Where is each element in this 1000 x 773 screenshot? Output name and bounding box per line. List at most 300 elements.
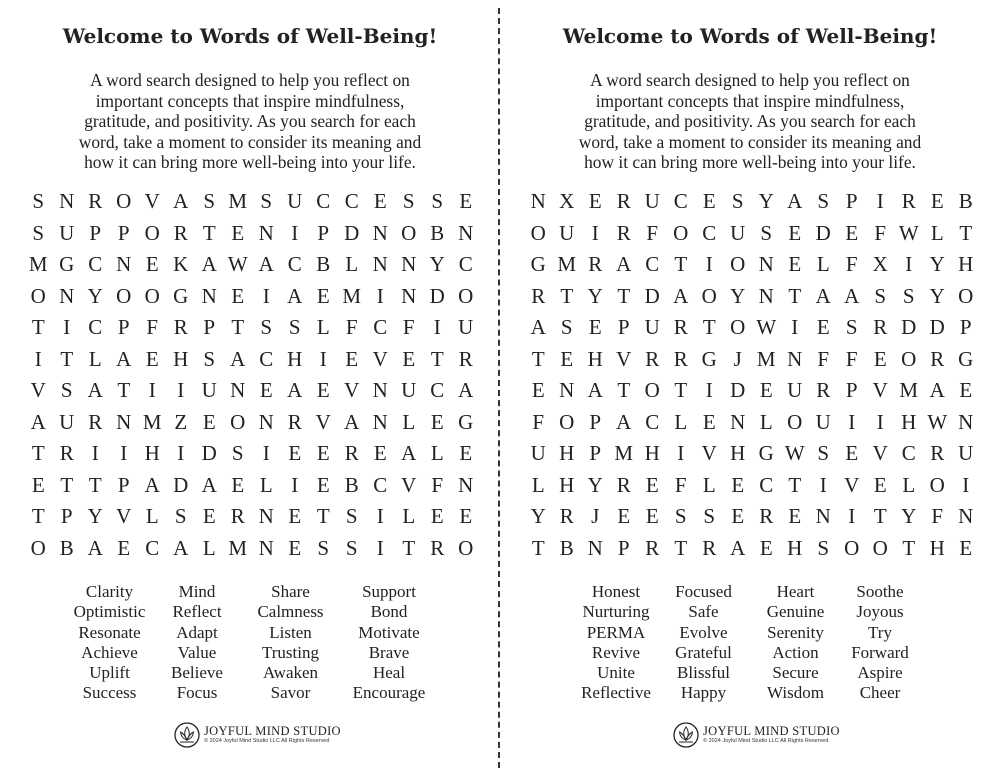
grid-letter: U [59, 220, 75, 245]
grid-letter: I [876, 189, 884, 214]
grid-letter: H [730, 441, 746, 466]
grid-letter: A [173, 189, 189, 214]
grid-letter: T [31, 441, 45, 466]
grid-letter: T [531, 535, 545, 560]
grid-letter: E [259, 378, 273, 403]
grid-letter: P [89, 220, 102, 245]
puzzle-panel-right [500, 0, 1000, 773]
grid-letter: A [616, 252, 632, 277]
grid-letter: C [759, 472, 774, 497]
grid-letter: B [59, 535, 74, 560]
grid-letter: F [931, 504, 944, 529]
grid-letter: T [531, 346, 545, 371]
grid-letter: E [288, 504, 302, 529]
word-list-item: Serenity [767, 622, 824, 642]
grid-letter: N [587, 535, 603, 560]
grid-letter: O [872, 535, 888, 560]
grid-letter: F [874, 220, 887, 245]
grid-letter: C [430, 378, 445, 403]
grid-letter: E [788, 504, 802, 529]
grid-letter: A [344, 409, 360, 434]
grid-letter: P [617, 315, 630, 340]
word-list-item: Support [362, 582, 416, 601]
grid-letter: N [958, 504, 974, 529]
grid-letter: R [173, 220, 188, 245]
word-list-item: Clarity [85, 582, 134, 601]
grid-letter: W [927, 409, 948, 434]
grid-letter: N [401, 283, 417, 308]
grid-letter: I [63, 315, 71, 340]
grid-letter: F [402, 315, 415, 340]
word-list-item: Focused [675, 582, 732, 601]
grid-letter: R [59, 441, 74, 466]
grid-letter: Y [87, 504, 103, 529]
grid-letter: A [173, 535, 189, 560]
grid-letter: L [430, 441, 444, 466]
word-list-item: Genuine [766, 602, 825, 622]
grid-letter: D [730, 378, 746, 403]
grid-letter: M [342, 283, 362, 308]
grid-letter: L [759, 409, 773, 434]
intro-line: word, take a moment to consider its meaning and [78, 131, 422, 152]
grid-letter: I [705, 378, 713, 403]
grid-letter: T [430, 346, 444, 371]
grid-letter: I [148, 378, 156, 403]
grid-letter: M [142, 409, 162, 434]
grid-letter: O [458, 535, 474, 560]
grid-letter: A [730, 535, 746, 560]
word-list-item: Savor [270, 683, 311, 703]
grid-letter: R [673, 346, 688, 371]
grid-letter: E [117, 535, 131, 560]
word-list-item: Share [271, 582, 310, 601]
grid-letter: M [557, 252, 577, 277]
word-list-item: Awaken [262, 663, 319, 683]
grid-letter: A [201, 252, 217, 277]
grid-letter: T [31, 315, 45, 340]
grid-letter: S [560, 315, 573, 340]
grid-letter: P [317, 220, 330, 245]
grid-letter: E [816, 315, 830, 340]
grid-letter: S [817, 441, 830, 466]
word-list-item: Value [177, 642, 217, 662]
word-list-item: Focus [176, 683, 218, 703]
grid-letter: T [88, 472, 102, 497]
grid-letter: D [901, 315, 917, 340]
grid-letter: F [646, 220, 659, 245]
grid-letter: P [117, 472, 130, 497]
grid-letter: I [848, 409, 856, 434]
grid-letter: M [28, 252, 48, 277]
grid-letter: P [589, 409, 602, 434]
grid-letter: E [617, 504, 631, 529]
grid-letter: E [459, 504, 473, 529]
grid-letter: G [173, 283, 189, 308]
grid-letter: U [530, 441, 546, 466]
grid-letter: N [787, 346, 803, 371]
grid-letter: E [231, 220, 245, 245]
grid-letter: P [959, 315, 972, 340]
footer-brand [673, 722, 840, 748]
word-list-item: Achieve [81, 642, 138, 662]
grid-letter: T [959, 220, 973, 245]
page-title: Welcome to Words of Well-Being! [562, 24, 938, 48]
grid-letter: E [702, 189, 716, 214]
grid-letter: V [315, 409, 331, 434]
grid-letter: N [730, 409, 746, 434]
word-list-item: Unite [597, 663, 635, 683]
grid-letter: R [559, 504, 574, 529]
grid-letter: C [702, 220, 717, 245]
grid-letter: R [588, 252, 603, 277]
grid-letter: O [901, 346, 917, 371]
grid-letter: L [702, 472, 716, 497]
grid-letter: N [458, 472, 474, 497]
word-list-item: Try [868, 622, 892, 642]
grid-letter: T [117, 378, 131, 403]
grid-letter: D [344, 220, 360, 245]
grid-letter: V [30, 378, 46, 403]
grid-letter: F [845, 252, 858, 277]
grid-letter: U [787, 378, 803, 403]
grid-letter: E [231, 283, 245, 308]
grid-letter: H [644, 441, 660, 466]
grid-letter: E [202, 504, 216, 529]
grid-letter: L [674, 409, 688, 434]
grid-letter: E [231, 472, 245, 497]
grid-letter: U [730, 220, 746, 245]
word-list-item: PERMA [586, 622, 646, 642]
grid-letter: G [758, 441, 774, 466]
word-list-item: Wisdom [767, 683, 824, 703]
grid-letter: U [401, 378, 417, 403]
grid-letter: S [32, 189, 45, 214]
word-list-column [152, 582, 242, 704]
grid-letter: T [202, 220, 216, 245]
word-list-item: Bond [370, 602, 408, 622]
grid-letter: L [531, 472, 545, 497]
intro-line: gratitude, and positivity. As you search for each [84, 111, 416, 132]
grid-letter: A [530, 315, 546, 340]
grid-letter: A [673, 283, 689, 308]
grid-letter: C [458, 252, 473, 277]
grid-letter: O [701, 283, 717, 308]
grid-letter: Y [429, 252, 445, 277]
grid-letter: S [902, 283, 915, 308]
grid-letter: N [201, 283, 217, 308]
grid-letter: E [788, 252, 802, 277]
grid-letter: I [876, 409, 884, 434]
grid-letter: U [958, 441, 974, 466]
word-list-item: Nurturing [582, 602, 650, 622]
word-list-item: Encourage [352, 683, 426, 703]
grid-letter: A [844, 283, 860, 308]
grid-letter: E [845, 441, 859, 466]
grid-letter: E [702, 409, 716, 434]
grid-letter: O [30, 535, 46, 560]
grid-letter: Y [758, 189, 774, 214]
grid-letter: S [174, 504, 187, 529]
intro-line: how it can bring more well-being into your life. [584, 152, 916, 173]
grid-letter: N [530, 189, 546, 214]
grid-letter: C [901, 441, 916, 466]
grid-letter: R [616, 220, 631, 245]
grid-letter: F [817, 346, 830, 371]
word-list-item: Reflect [172, 602, 222, 622]
grid-letter: T [60, 346, 74, 371]
grid-letter: V [344, 378, 360, 403]
word-list-item: Heart [776, 582, 815, 601]
grid-letter: A [87, 535, 103, 560]
intro-line: gratitude, and positivity. As you search for each [584, 111, 916, 132]
grid-letter: S [260, 315, 273, 340]
grid-letter: R [702, 535, 717, 560]
grid-letter: X [559, 189, 575, 214]
word-list-item: Soothe [856, 582, 904, 601]
word-list-item: Uplift [89, 663, 130, 683]
grid-letter: M [899, 378, 919, 403]
grid-letter: P [617, 535, 630, 560]
grid-letter: N [59, 283, 75, 308]
grid-letter: Y [929, 252, 945, 277]
grid-letter: N [758, 283, 774, 308]
grid-letter: S [845, 315, 858, 340]
grid-letter: I [376, 535, 384, 560]
grid-letter: V [401, 472, 417, 497]
word-list-item: Safe [688, 602, 719, 622]
grid-letter: O [730, 252, 746, 277]
word-list-item: Revive [591, 642, 641, 662]
intro-text [40, 70, 460, 173]
grid-letter: E [402, 346, 416, 371]
grid-letter: E [145, 252, 159, 277]
grid-letter: E [731, 504, 745, 529]
grid-letter: U [815, 409, 831, 434]
grid-letter: H [559, 441, 575, 466]
grid-letter: D [429, 283, 445, 308]
grid-letter: E [373, 441, 387, 466]
grid-letter: L [316, 315, 330, 340]
grid-letter: R [901, 189, 916, 214]
word-list-item: Forward [851, 642, 909, 662]
grid-letter: R [930, 346, 945, 371]
grid-letter: E [202, 409, 216, 434]
word-list-item: Action [772, 642, 819, 662]
grid-letter: C [88, 315, 103, 340]
grid-letter: A [116, 346, 132, 371]
grid-letter: J [733, 346, 742, 371]
intro-line: important concepts that inspire mindfulness, [95, 90, 405, 111]
grid-letter: G [701, 346, 717, 371]
grid-letter: I [819, 472, 827, 497]
grid-letter: O [787, 409, 803, 434]
grid-letter: E [459, 441, 473, 466]
grid-letter: C [645, 409, 660, 434]
word-list-item: Listen [269, 622, 312, 642]
grid-letter: T [902, 535, 916, 560]
word-list-item: Joyous [856, 602, 904, 622]
word-list-item: Calmness [257, 602, 324, 622]
grid-letter: S [760, 220, 773, 245]
grid-letter: H [958, 252, 974, 277]
grid-letter: S [231, 441, 244, 466]
grid-letter: O [30, 283, 46, 308]
grid-letter: H [901, 409, 917, 434]
word-list-item: Believe [171, 663, 223, 683]
grid-letter: Y [901, 504, 917, 529]
grid-letter: R [430, 535, 445, 560]
grid-letter: R [645, 346, 660, 371]
grid-letter: I [291, 472, 299, 497]
grid-letter: O [116, 283, 132, 308]
word-list-item: Heal [372, 663, 406, 683]
grid-letter: E [759, 535, 773, 560]
grid-letter: L [145, 504, 159, 529]
grid-letter: R [759, 504, 774, 529]
grid-letter: I [291, 220, 299, 245]
grid-letter: S [345, 535, 358, 560]
grid-letter: R [173, 315, 188, 340]
grid-letter: L [402, 504, 416, 529]
grid-letter: E [316, 378, 330, 403]
grid-letter: T [60, 472, 74, 497]
grid-letter: E [560, 346, 574, 371]
grid-letter: D [173, 472, 189, 497]
grid-letter: A [287, 283, 303, 308]
grid-letter: O [458, 283, 474, 308]
grid-letter: W [784, 441, 805, 466]
grid-letter: L [816, 252, 830, 277]
grid-letter: I [677, 441, 685, 466]
grid-letter: E [959, 378, 973, 403]
grid-letter: P [589, 441, 602, 466]
grid-letter: T [402, 535, 416, 560]
word-list-item: Aspire [857, 663, 903, 683]
grid-letter: L [402, 409, 416, 434]
grid-letter: N [258, 409, 274, 434]
grid-letter: F [345, 315, 358, 340]
grid-letter: O [559, 409, 575, 434]
word-list-item: Resonate [78, 622, 141, 642]
letter-grid [524, 186, 980, 564]
grid-letter: B [430, 220, 445, 245]
grid-letter: R [816, 378, 831, 403]
grid-letter: S [260, 189, 273, 214]
grid-letter: C [287, 252, 302, 277]
grid-letter: T [674, 252, 688, 277]
word-list-item: Secure [772, 663, 819, 683]
grid-letter: R [88, 409, 103, 434]
grid-letter: H [287, 346, 303, 371]
grid-letter: S [203, 189, 216, 214]
grid-letter: E [459, 189, 473, 214]
grid-letter: L [345, 252, 359, 277]
grid-letter: K [173, 252, 189, 277]
grid-letter: U [59, 409, 75, 434]
grid-letter: U [644, 189, 660, 214]
grid-letter: T [617, 283, 631, 308]
grid-letter: R [873, 315, 888, 340]
grid-letter: N [258, 535, 274, 560]
grid-letter: V [616, 346, 632, 371]
grid-letter: A [929, 378, 945, 403]
grid-letter: W [227, 252, 248, 277]
brand-name: JOYFUL MIND STUDIO [204, 724, 341, 738]
grid-letter: I [433, 315, 441, 340]
grid-letter: Y [87, 283, 103, 308]
grid-letter: E [316, 441, 330, 466]
grid-letter: B [344, 472, 359, 497]
grid-letter: T [674, 378, 688, 403]
grid-letter: I [591, 220, 599, 245]
grid-letter: L [902, 472, 916, 497]
word-list-item: Blissful [677, 663, 730, 683]
word-list-item: Trusting [261, 642, 319, 662]
grid-letter: C [373, 472, 388, 497]
page-title: Welcome to Words of Well-Being! [62, 24, 438, 48]
grid-letter: L [88, 346, 102, 371]
word-list-column [339, 582, 439, 704]
grid-letter: E [430, 504, 444, 529]
grid-letter: L [259, 472, 273, 497]
grid-letter: N [59, 189, 75, 214]
grid-letter: G [59, 252, 75, 277]
grid-letter: U [201, 378, 217, 403]
grid-letter: E [145, 346, 159, 371]
grid-letter: A [616, 409, 632, 434]
grid-letter: C [145, 535, 160, 560]
grid-letter: S [731, 189, 744, 214]
grid-letter: N [815, 504, 831, 529]
grid-letter: S [32, 220, 45, 245]
grid-letter: S [703, 504, 716, 529]
grid-letter: N [958, 409, 974, 434]
brand-block [204, 725, 341, 745]
grid-letter: N [559, 378, 575, 403]
grid-letter: L [202, 535, 216, 560]
grid-letter: T [788, 283, 802, 308]
grid-letter: D [644, 283, 660, 308]
grid-letter: R [344, 441, 359, 466]
grid-letter: R [230, 504, 245, 529]
grid-letter: G [458, 409, 474, 434]
grid-letter: F [845, 346, 858, 371]
grid-letter: G [958, 346, 974, 371]
grid-letter: A [587, 378, 603, 403]
grid-letter: D [201, 441, 217, 466]
word-list-item: Mind [178, 582, 216, 601]
grid-letter: H [929, 535, 945, 560]
grid-letter: T [231, 315, 245, 340]
grid-letter: V [372, 346, 388, 371]
grid-letter: L [930, 220, 944, 245]
grid-letter: E [645, 504, 659, 529]
grid-letter: E [959, 535, 973, 560]
word-list-column [747, 582, 844, 704]
grid-letter: H [787, 535, 803, 560]
word-list-item: Motivate [358, 622, 420, 642]
grid-letter: P [60, 504, 73, 529]
intro-line: A word search designed to help you reflect on [590, 70, 910, 90]
grid-letter: A [201, 472, 217, 497]
grid-letter: A [787, 189, 803, 214]
word-list-column [572, 582, 660, 704]
grid-letter: A [230, 346, 246, 371]
grid-letter: C [373, 315, 388, 340]
grid-letter: V [116, 504, 132, 529]
grid-letter: S [431, 189, 444, 214]
grid-letter: R [458, 346, 473, 371]
